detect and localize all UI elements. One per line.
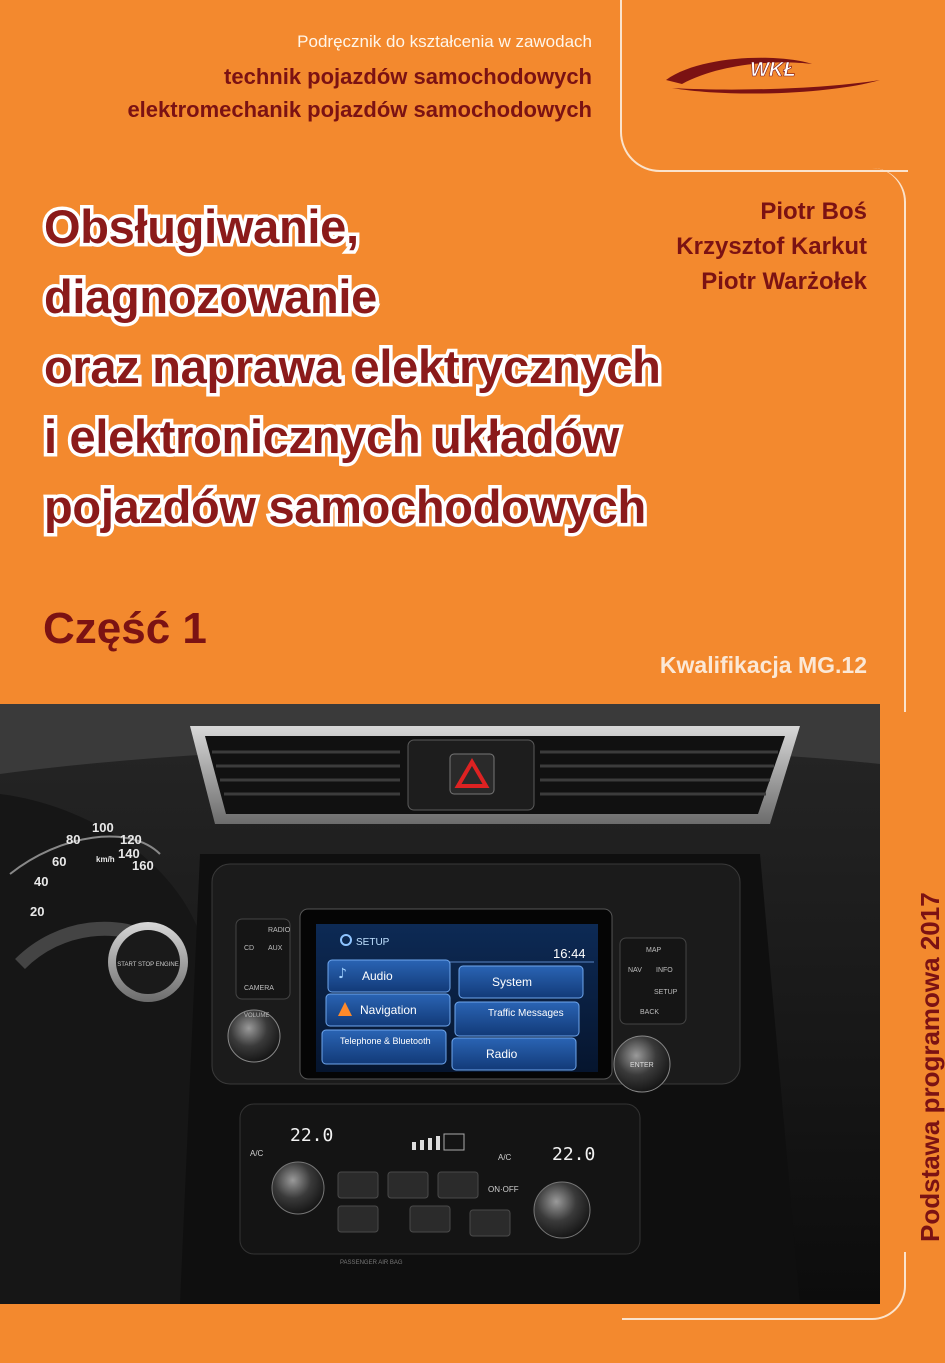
title-line: oraz naprawa elektrycznych — [44, 340, 661, 393]
screen-time: 16:44 — [553, 946, 586, 961]
screen-header: SETUP — [356, 937, 390, 948]
button-back[interactable]: BACK — [640, 1009, 660, 1016]
book-title — [44, 192, 661, 542]
title-line: Obsługiwanie, — [44, 200, 359, 253]
climate-button[interactable] — [470, 1210, 510, 1236]
climate-button[interactable] — [338, 1206, 378, 1232]
gauge-number: 100 — [92, 820, 114, 835]
side-text: Podstawa programowa 2017 — [915, 892, 945, 1242]
button-camera[interactable]: CAMERA — [244, 985, 274, 992]
volume-label: VOLUME — [244, 1013, 270, 1019]
climate-button[interactable] — [338, 1172, 378, 1198]
publisher-logo — [662, 50, 882, 96]
author-3: Piotr Warżołek — [701, 268, 867, 295]
title-line: diagnozowanie — [44, 270, 377, 323]
climate-button[interactable] — [410, 1206, 450, 1232]
series-intro: Podręcznik do kształcenia w zawodach — [297, 32, 592, 51]
menu-label-system: System — [492, 975, 533, 989]
climate-button[interactable] — [438, 1172, 478, 1198]
title-line: i elektronicznych układów — [44, 410, 619, 463]
author-2: Krzysztof Karkut — [676, 233, 867, 260]
passenger-airbag-label: PASSENGER AIR BAG — [340, 1260, 403, 1266]
start-stop-label: START STOP ENGINE — [117, 962, 179, 968]
button-radio[interactable]: RADIO — [268, 927, 291, 934]
dashboard-photo — [0, 704, 880, 1304]
menu-label-traffic: Traffic Messages — [488, 1008, 564, 1019]
enter-label: ENTER — [630, 1062, 654, 1069]
gauge-number: 80 — [66, 832, 81, 847]
part-number: Część 1 — [43, 604, 207, 653]
gauge-number: 40 — [34, 874, 49, 889]
gauge-number: 60 — [52, 854, 67, 869]
gauge-number: 20 — [30, 904, 45, 919]
ac-label-left[interactable]: A/C — [250, 1149, 264, 1158]
dashboard-illustration — [0, 704, 880, 1304]
climate-button[interactable] — [388, 1172, 428, 1198]
gauge-number: 120 — [120, 832, 142, 847]
menu-label-telephone: Telephone & Bluetooth — [340, 1036, 431, 1046]
gauge-number: 160 — [132, 858, 154, 873]
temp-knob-right[interactable] — [534, 1182, 590, 1238]
profession-1: technik pojazdów samochodowych — [224, 64, 592, 89]
button-map[interactable]: MAP — [646, 947, 662, 954]
button-aux[interactable]: AUX — [268, 945, 283, 952]
title-line: pojazdów samochodowych — [44, 480, 646, 533]
gauge-unit: km/h — [96, 855, 115, 864]
temp-knob-left[interactable] — [272, 1162, 324, 1214]
button-nav[interactable]: NAV — [628, 967, 642, 974]
ac-label-right[interactable]: A/C — [498, 1153, 512, 1162]
menu-label-navigation: Navigation — [360, 1003, 417, 1017]
profession-2: elektromechanik pojazdów samochodowych — [127, 97, 592, 122]
author-1: Piotr Boś — [760, 198, 867, 225]
gauge-number: 140 — [118, 846, 140, 861]
button-info[interactable]: INFO — [656, 967, 673, 974]
audio-icon: ♪ — [338, 966, 347, 982]
logo-text: WKŁ — [750, 59, 796, 81]
button-cd[interactable]: CD — [244, 945, 255, 952]
menu-label-audio: Audio — [362, 969, 393, 983]
temp-right: 22.0 — [552, 1144, 596, 1165]
on-off-label[interactable]: ON·OFF — [488, 1185, 519, 1194]
qualification: Kwalifikacja MG.12 — [659, 652, 867, 678]
temp-left: 22.0 — [290, 1125, 334, 1146]
menu-label-radio: Radio — [486, 1047, 518, 1061]
button-setup[interactable]: SETUP — [654, 989, 678, 996]
